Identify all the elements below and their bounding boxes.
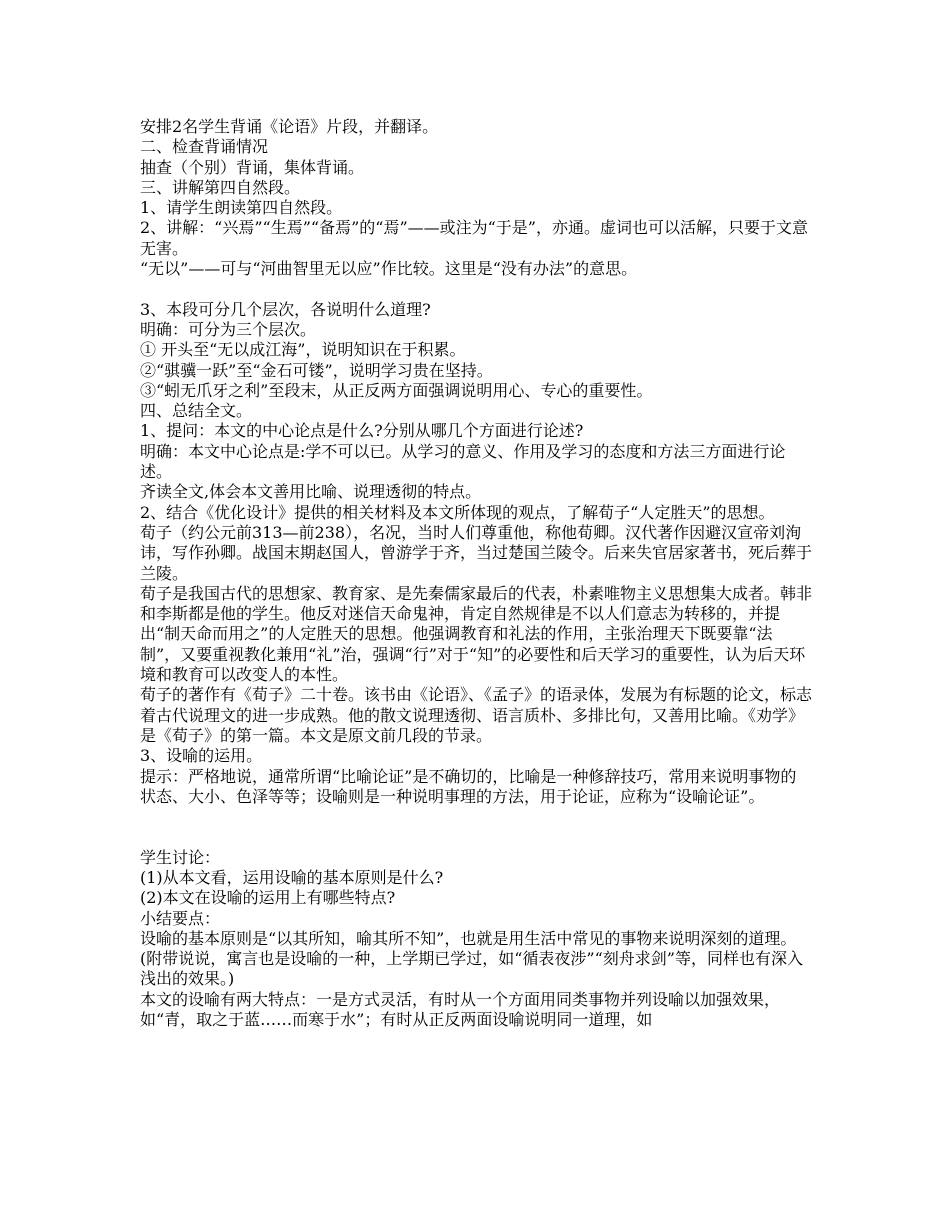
paragraph: 荀子的著作有《荀子》二十卷。该书由《论语》、《孟子》的语录体，发展为有标题的论文，标志着古代说理文的进一步成熟。他的散文说理透彻、语言质朴、多排比句，又善用比喻。《劝学》是《荀子》的第一篇。本文是原文前几段的节录。: [140, 685, 813, 745]
paragraph: 小结要点：: [140, 908, 221, 928]
blank-line: [140, 807, 812, 827]
paragraph: 1、请学生朗读第四自然段。: [140, 198, 343, 218]
section-heading: 二、检查背诵情况: [140, 137, 269, 157]
paragraph: 明确：本文中心论点是:学不可以已。从学习的意义、作用及学习的态度和方法三方面进行论述。: [140, 441, 786, 482]
paragraph: 齐读全文,体会本文善用比喻、说理透彻的特点。: [140, 482, 482, 502]
paragraph: 3、设喻的运用。: [140, 746, 263, 766]
blank-line: [140, 827, 812, 847]
list-item: ① 开头至“无以成江海”，说明知识在于积累。: [140, 340, 466, 360]
paragraph: 荀子是我国古代的思想家、教育家、是先秦儒家最后的代表，朴素唯物主义思想集大成者。韩非和李斯都是他的学生。他反对迷信天命鬼神，肯定自然规律是不以人们意志为转移的，并提出“制天命而用之”的人定胜天的思想。他强调教育和礼法的作用，主张治理天下既要靠“法制”，又要重视教化兼用“礼”治，强调“行”对于“知”的必要性和后天学习的重要性，认为后天环境和教育可以改变人的本性。: [140, 583, 813, 685]
paragraph: 本文的设喻有两大特点：一是方式灵活，有时从一个方面用同类事物并列设喻以加强效果，如“青，取之于蓝……而寒于水”；有时从正反两面设喻说明同一道理，如: [140, 989, 781, 1030]
paragraph: 设喻的基本原则是“以其所知，喻其所不知”，也就是用生活中常见的事物来说明深刻的道理。(附带说说，寓言也是设喻的一种，上学期已学过，如“循表夜涉”“刻舟求剑”等，同样也有深入浅出的效果。): [140, 928, 803, 989]
list-item: (1)从本文看，运用设喻的基本原则是什么?: [140, 867, 444, 887]
paragraph: 抽查（个别）背诵，集体背诵。: [140, 157, 365, 177]
paragraph: 安排2名学生背诵《论语》片段，并翻译。: [140, 117, 439, 136]
section-heading: 三、讲解第四自然段。: [140, 177, 301, 197]
paragraph: 3、本段可分几个层次，各说明什么道理?: [140, 299, 431, 319]
list-item: ②“骐骥一跃”至“金石可镂”，说明学习贵在坚持。: [140, 360, 493, 380]
section-heading: 四、总结全文。: [140, 401, 253, 421]
paragraph: “无以”——可与“河曲智里无以应”作比较。这里是“没有办法”的意思。: [140, 259, 638, 279]
list-item: (2)本文在设喻的运用上有哪些特点?: [140, 888, 396, 908]
paragraph: 明确：可分为三个层次。: [140, 319, 317, 339]
document-body: [140, 117, 812, 1030]
paragraph: 学生讨论：: [140, 847, 221, 867]
paragraph: 2、结合《优化设计》提供的相关材料及本文所体现的观点，了解荀子“人定胜天”的思想。: [140, 502, 775, 522]
list-item: ③“蚓无爪牙之利”至段末，从正反两方面强调说明用心、专心的重要性。: [140, 380, 653, 400]
paragraph: 提示：严格地说，通常所谓“比喻论证”是不确切的，比喻是一种修辞技巧，常用来说明事物的状态、大小、色泽等等；设喻则是一种说明事理的方法，用于论证，应称为“设喻论证”。: [140, 766, 797, 806]
paragraph: 荀子（约公元前313—前238），名况，当时人们尊重他，称他荀卿。汉代著作因避汉宣帝刘洵讳，写作孙卿。战国末期赵国人，曾游学于齐，当过楚国兰陵令。后来失官居家著书，死后葬于兰陵。: [140, 522, 813, 583]
paragraph: 2、讲解：“兴焉”“生焉”“备焉”的“焉”——或注为“于是”，亦通。虚词也可以活解，只要于文意无害。: [140, 218, 808, 258]
blank-line: [140, 279, 812, 299]
paragraph: 1、提问：本文的中心论点是什么?分别从哪几个方面进行论述?: [140, 421, 584, 441]
